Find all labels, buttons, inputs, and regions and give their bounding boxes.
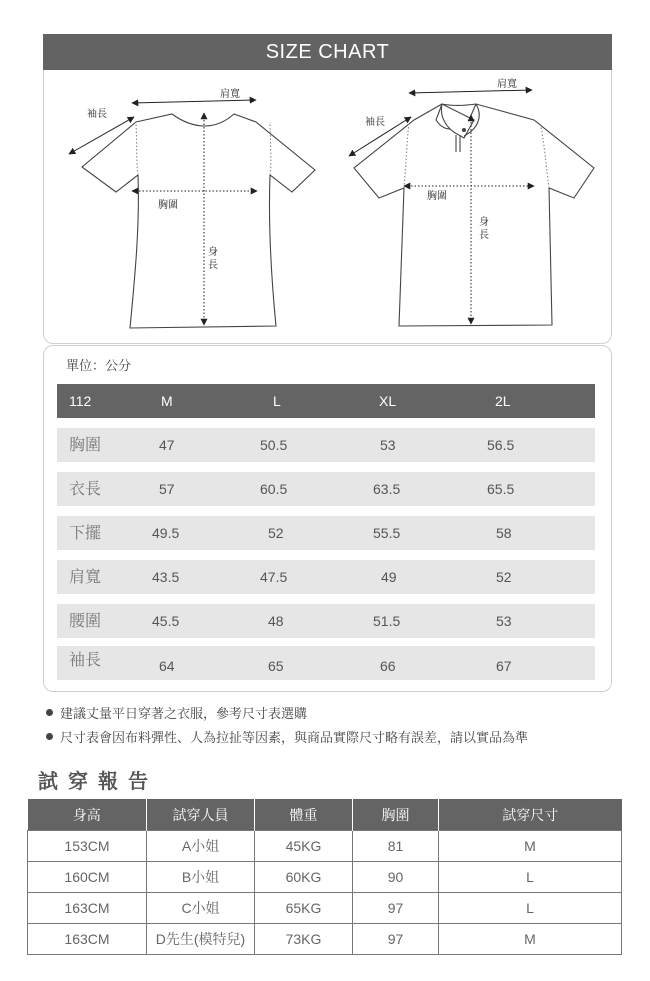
size-value: 56.5	[487, 437, 515, 453]
size-value: 47	[159, 437, 175, 453]
size-value: 52	[268, 525, 284, 541]
size-value: 49	[381, 569, 397, 585]
tshirt-measure-lines	[69, 100, 257, 325]
size-row-label: 胸圍	[69, 435, 102, 454]
cell-weight: 73KG	[255, 924, 353, 955]
cell-chest: 81	[353, 831, 439, 862]
size-value: 63.5	[373, 481, 401, 497]
try-on-table	[27, 799, 622, 955]
bullet-icon	[46, 709, 53, 716]
size-header-row	[57, 384, 595, 418]
cell-size: M	[439, 831, 622, 862]
size-value: 64	[159, 658, 175, 674]
size-value: 65	[268, 658, 284, 674]
table-row	[28, 862, 622, 893]
garment-diagram-panel	[43, 70, 612, 344]
header-tester: 試穿人員	[147, 799, 255, 831]
size-header-m: M	[161, 393, 173, 409]
size-header-xl: XL	[379, 393, 397, 409]
polo-length-label-2: 長	[479, 230, 489, 241]
cell-size: M	[439, 924, 622, 955]
table-row	[28, 924, 622, 955]
size-row-hem	[57, 516, 595, 550]
size-row-shoulder	[57, 560, 595, 594]
size-value: 51.5	[373, 613, 401, 629]
table-row	[28, 893, 622, 924]
size-value: 48	[268, 613, 284, 629]
cell-tester: B小姐	[147, 862, 255, 893]
size-corner-label: 112	[69, 393, 92, 409]
size-value: 66	[380, 658, 396, 674]
size-row-length	[57, 472, 595, 506]
cell-weight: 45KG	[255, 831, 353, 862]
size-header-2l: 2L	[495, 393, 511, 409]
note-item	[46, 703, 307, 722]
note-text: 尺寸表會因布料彈性、人為拉扯等因素，與商品實際尺寸略有誤差，請以實品為準	[60, 731, 529, 746]
header-height: 身高	[28, 799, 147, 831]
size-row-label: 袖長	[69, 650, 102, 669]
size-value: 60.5	[260, 481, 288, 497]
size-value: 65.5	[487, 481, 515, 497]
header-weight: 體重	[255, 799, 353, 831]
cell-chest: 97	[353, 893, 439, 924]
size-chart-header	[43, 34, 612, 70]
cell-height: 163CM	[28, 924, 147, 955]
header-size: 試穿尺寸	[439, 799, 622, 831]
size-row-label: 腰圍	[69, 611, 102, 630]
size-value: 43.5	[152, 569, 180, 585]
size-row-label: 衣長	[69, 479, 102, 498]
polo-diagram	[354, 104, 594, 326]
size-value: 53	[496, 613, 512, 629]
try-on-title: 試穿報告	[38, 769, 158, 793]
polo-chest-label: 胸圍	[427, 191, 447, 202]
size-row-waist	[57, 604, 595, 638]
cell-weight: 60KG	[255, 862, 353, 893]
tshirt-length-label-2: 長	[208, 260, 218, 271]
size-value: 49.5	[152, 525, 180, 541]
size-value: 67	[496, 658, 512, 674]
size-value: 45.5	[152, 613, 180, 629]
cell-tester: A小姐	[147, 831, 255, 862]
bullet-icon	[46, 733, 53, 740]
tshirt-chest-label: 胸圍	[158, 200, 178, 211]
cell-height: 163CM	[28, 893, 147, 924]
polo-shoulder-label: 肩寬	[497, 79, 517, 90]
size-row-chest	[57, 428, 595, 462]
table-row	[28, 831, 622, 862]
size-row-sleeve	[57, 646, 595, 680]
cell-chest: 90	[353, 862, 439, 893]
cell-size: L	[439, 893, 622, 924]
note-item	[46, 727, 528, 746]
unit-label: 單位：公分	[66, 359, 132, 374]
cell-chest: 97	[353, 924, 439, 955]
size-header-l: L	[273, 393, 281, 409]
size-row-label: 肩寬	[69, 567, 102, 586]
tshirt-shoulder-label: 肩寬	[220, 89, 240, 100]
header-chest: 胸圍	[353, 799, 439, 831]
size-value: 57	[159, 481, 175, 497]
cell-weight: 65KG	[255, 893, 353, 924]
cell-tester: C小姐	[147, 893, 255, 924]
cell-height: 153CM	[28, 831, 147, 862]
cell-tester: D先生(模特兒)	[147, 924, 255, 955]
size-value: 52	[496, 569, 512, 585]
polo-sleeve-label: 袖長	[365, 117, 385, 128]
size-value: 58	[496, 525, 512, 541]
size-row-label: 下擺	[69, 523, 102, 542]
cell-height: 160CM	[28, 862, 147, 893]
garment-diagrams	[44, 70, 611, 343]
cell-size: L	[439, 862, 622, 893]
size-value: 53	[380, 437, 396, 453]
tshirt-sleeve-label: 袖長	[87, 109, 107, 120]
size-value: 55.5	[373, 525, 401, 541]
tshirt-length-label-1: 身	[208, 247, 218, 258]
size-chart-title: SIZE CHART	[265, 40, 390, 63]
size-value: 47.5	[260, 569, 288, 585]
size-value: 50.5	[260, 437, 288, 453]
try-on-header-row	[28, 799, 622, 831]
tshirt-diagram	[82, 114, 315, 328]
polo-length-label-1: 身	[479, 217, 489, 228]
note-text: 建議丈量平日穿著之衣服，參考尺寸表選購	[60, 707, 308, 722]
